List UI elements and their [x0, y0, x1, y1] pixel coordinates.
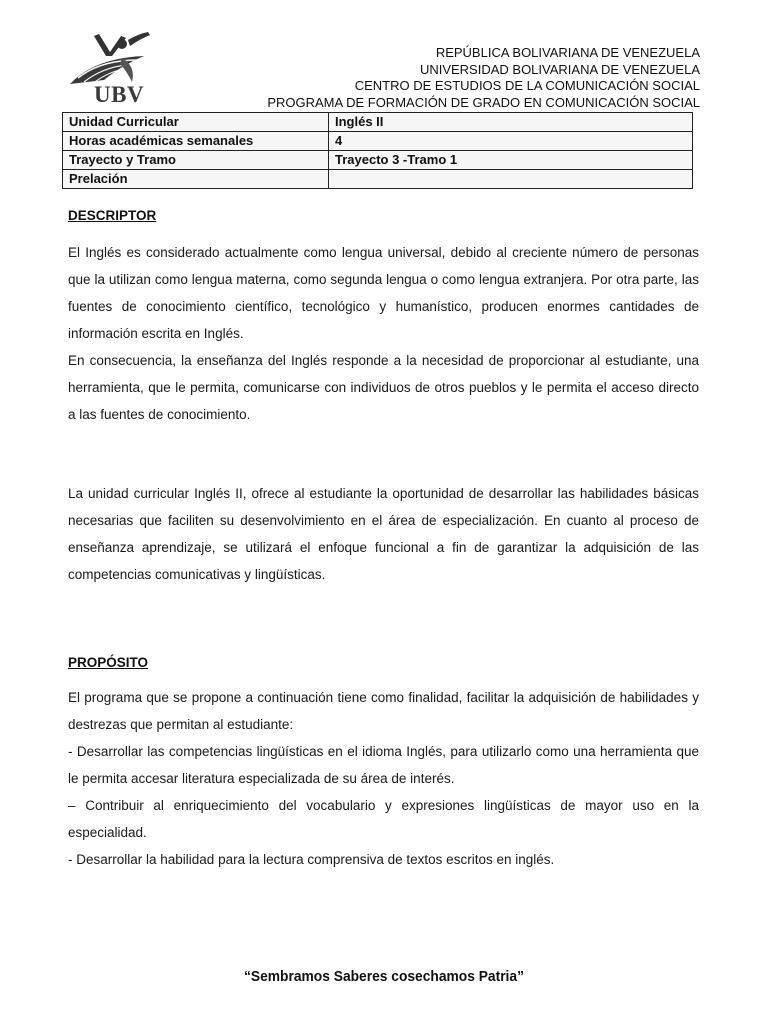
header-line: REPÚBLICA BOLIVARIANA DE VENEZUELA	[435, 45, 700, 60]
proposito-heading: PROPÓSITO	[68, 655, 149, 670]
proposito-paragraph-group	[68, 684, 699, 873]
table-label: Unidad Curricular	[63, 113, 329, 132]
descriptor-heading: DESCRIPTOR	[68, 208, 157, 223]
ubv-logo	[64, 30, 156, 106]
footer-slogan: “Sembramos Saberes cosechamos Patria”	[244, 968, 524, 985]
descriptor-paragraph-group	[68, 480, 699, 588]
ubv-emblem-icon	[64, 30, 156, 90]
table-value: Trayecto 3 -Tramo 1	[329, 151, 693, 170]
proposito-paragraph: El programa que se propone a continuación tiene como finalidad, facilitar la adquisición de habilidades y destrezas que permitan al estudiante:	[68, 690, 699, 732]
table-label: Horas académicas semanales	[63, 132, 329, 151]
table-value: Inglés II	[329, 113, 693, 132]
proposito-list-item: - Desarrollar las competencias lingüísticas en el idioma Inglés, para utilizarlo como una herramienta que le permita accesar literatura especializada de su área de interés.	[68, 744, 699, 786]
table-label: Trayecto y Tramo	[63, 151, 329, 170]
course-info-table	[62, 112, 693, 189]
descriptor-paragraph: En consecuencia, la enseñanza del Inglés responde a la necesidad de proporcionar al estudiante, una herramienta, que le permita, comunicarse con individuos de otros pueblos y le permita el acceso directo a las fuentes de conocimiento.	[68, 353, 699, 422]
table-row	[63, 113, 693, 132]
proposito-list-item: - Desarrollar la habilidad para la lectura comprensiva de textos escritos en inglés.	[68, 852, 555, 867]
header-line: PROGRAMA DE FORMACIÓN DE GRADO EN COMUNICACIÓN SOCIAL	[267, 94, 700, 110]
table-label: Prelación	[63, 170, 329, 189]
descriptor-paragraph: El Inglés es considerado actualmente como lengua universal, debido al creciente número de personas que la utilizan como lengua materna, como segunda lengua o como lengua extranjera. Por otra parte, las fuentes de conocimiento científico, tecnológico y humanístico, producen enormes cantidades de información escrita en Inglés.	[68, 245, 699, 341]
descriptor-paragraph-group	[68, 239, 699, 428]
ubv-logo-text: UBV	[94, 82, 145, 107]
proposito-list-item: – Contribuir al enriquecimiento del vocabulario y expresiones lingüísticas de mayor uso en la especialidad.	[68, 798, 699, 840]
table-row	[63, 132, 693, 151]
table-row	[63, 151, 693, 170]
descriptor-paragraph: La unidad curricular Inglés II, ofrece al estudiante la oportunidad de desarrollar las habilidades básicas necesarias que faciliten su desenvolvimiento en el área de especialización. En cuanto al proceso de enseñanza aprendizaje, se utilizará el enfoque funcional a fin de garantizar la adquisición de las competencias comunicativas y lingüísticas.	[68, 486, 699, 582]
table-value	[329, 170, 693, 189]
header-line: UNIVERSIDAD BOLIVARIANA DE VENEZUELA	[419, 61, 700, 77]
table-value: 4	[329, 132, 693, 151]
table-row	[63, 170, 693, 189]
header-line: CENTRO DE ESTUDIOS DE LA COMUNICACIÓN SOCIAL	[354, 78, 700, 93]
institution-header	[267, 45, 700, 111]
